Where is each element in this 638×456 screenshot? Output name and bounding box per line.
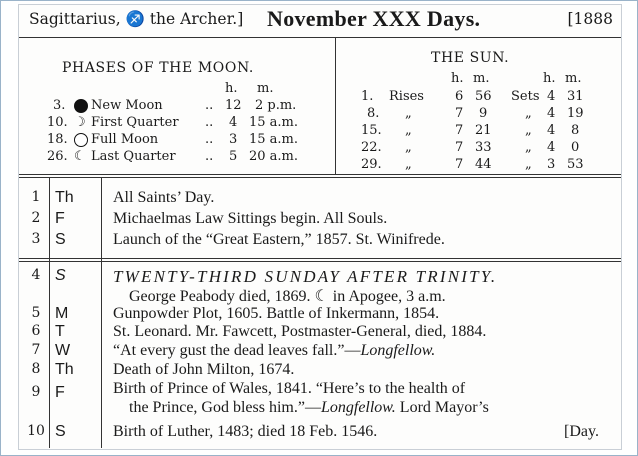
moon-m-header: m. (257, 81, 274, 96)
calendar-row-continued: George Peabody died, 1869. ☾ in Apogee, 3 a.m. (129, 288, 446, 305)
last-quarter-icon: ☾ (74, 149, 86, 164)
page-header (23, 5, 619, 35)
full-moon-icon (74, 133, 88, 147)
calendar-row: 1 Th All Saints’ Day. (31, 189, 215, 206)
new-moon-icon (74, 99, 88, 113)
calendar-row: 7 W “At every gust the dead leaves fall.”—Longfellow. (31, 342, 436, 359)
moon-phase-row: 3. New Moon .. 12 2 p.m. (53, 98, 297, 113)
calendar-row: 4 S TWENTY-THIRD SUNDAY AFTER TRINITY. (31, 267, 498, 286)
moon-sun-divider (335, 38, 336, 174)
header-title: November XXX Days. (267, 6, 481, 31)
moon-title: PHASES OF THE MOON. (62, 60, 254, 76)
calendar-row-continued: the Prince, God bless him.”—Longfellow. Lord Mayor’s (129, 399, 489, 416)
sun-row: 8. „ 7 9 „ 4 19 (367, 106, 584, 121)
sun-rise-m-header: m. (473, 71, 490, 86)
almanac-rule-double (19, 177, 621, 178)
calendar-row: 9 F Birth of Prince of Wales, 1841. “Here’s to the health of (31, 380, 466, 401)
sun-set-m-header: m. (565, 71, 582, 86)
almanac-rule (19, 174, 621, 175)
week-rule-double (19, 261, 621, 262)
sun-row: 1. Rises 6 56 Sets 4 31 (361, 89, 584, 104)
sun-row: 22. „ 7 33 „ 4 0 (361, 140, 580, 155)
header-rule (19, 37, 621, 38)
first-quarter-icon: ☽ (74, 115, 86, 130)
calendar-row: 10 S Birth of Luther, 1483; died 18 Feb. 1546. [Day. (27, 423, 599, 440)
moon-phase-row: 10. ☽ First Quarter .. 4 15 a.m. (47, 115, 299, 130)
calendar-row: 3 S Launch of the “Great Eastern,” 1857. St. Winifrede. (31, 231, 445, 248)
moon-phase-row: 26. ☾ Last Quarter .. 5 20 a.m. (47, 149, 299, 164)
week-rule (19, 258, 621, 259)
sun-row: 15. „ 7 21 „ 4 8 (361, 123, 580, 138)
sun-set-h-header: h. (543, 71, 556, 86)
moon-h-header: h. (225, 81, 238, 96)
header-left: Sagittarius, ♐ the Archer.] (29, 10, 244, 28)
calendar-row: 5 M Gunpowder Plot, 1605. Battle of Inkermann, 1854. (31, 305, 440, 322)
sunday-title: TWENTY-THIRD SUNDAY AFTER TRINITY. (113, 267, 498, 286)
calendar-row: 8 Th Death of John Milton, 1674. (31, 361, 295, 378)
sun-title: THE SUN. (431, 50, 510, 66)
moon-phase-row: 18. Full Moon .. 3 15 a.m. (47, 132, 299, 147)
sun-rise-h-header: h. (451, 71, 464, 86)
almanac-page (18, 4, 622, 450)
sun-row: 29. „ 7 44 „ 3 53 (361, 157, 584, 172)
calendar-row: 6 T St. Leonard. Mr. Fawcett, Postmaster-General, died, 1884. (31, 323, 487, 340)
calendar-row: 2 F Michaelmas Law Sittings begin. All Souls. (31, 210, 388, 227)
header-year: [1888 (567, 10, 613, 28)
